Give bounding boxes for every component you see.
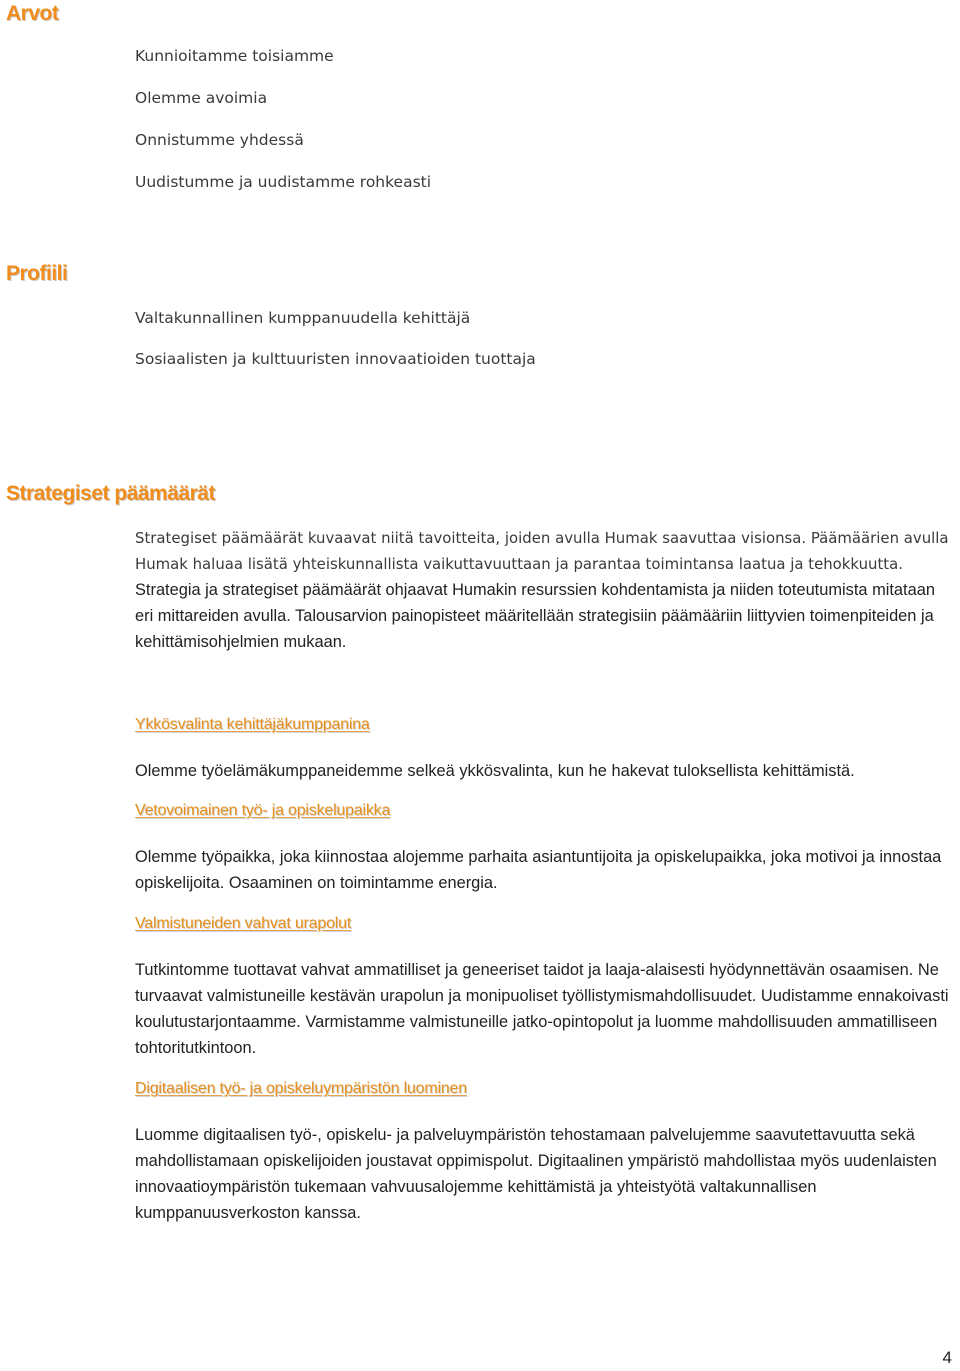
section-heading-vetovoimainen: Vetovoimainen työ- ja opiskelupaikka xyxy=(135,802,391,819)
strategy-intro-text-2: Strategia ja strategiset päämäärät ohjaavat Humakin resurssien kohdentamista ja niiden toteutumista mitataan eri mittareiden avulla. xyxy=(135,581,935,625)
list-item: Onnistumme yhdessä xyxy=(135,131,304,149)
section-heading-ykkosvalinta: Ykkösvalinta kehittäjäkumppanina xyxy=(135,716,370,733)
heading-strategiset-paamaarat: Strategiset päämäärät xyxy=(6,482,215,505)
section-heading-urapolut: Valmistuneiden vahvat urapolut xyxy=(135,915,352,932)
list-item: Uudistumme ja uudistamme rohkeasti xyxy=(135,173,432,191)
section-text-digitaalinen: Luomme digitaalisen työ-, opiskelu- ja palveluympäristön tehostamaan palvelujemme saavutettavuutta sekä mahdollistamaan opiskelijoiden joustavat oppimispolut. Digitaalinen ympäristö mahdollistaa myös uudenlaisten innovaatioympäristön tukemaan vahvuusalojemme kehittämistä ja yhteistyötä valtakunnallisen kumppanuusverkoston kanssa. xyxy=(135,1126,937,1222)
section-heading-digitaalinen: Digitaalisen työ- ja opiskeluympäristön luominen xyxy=(135,1080,467,1097)
section-text-vetovoimainen: Olemme työpaikka, joka kiinnostaa alojemme parhaita asiantuntijoita ja opiskelupaikka, joka motivoi ja innostaa opiskelijoita. Osaaminen on toimintamme energia. xyxy=(135,848,942,892)
list-item: Valtakunnallinen kumppanuudella kehittäjä xyxy=(135,309,471,327)
list-item: Sosiaalisten ja kulttuuristen innovaatioiden tuottaja xyxy=(135,350,536,368)
strategy-intro-text-3: Talousarvion painopisteet määritellään strategisiin päämääriin liittyvien toimenpiteiden ja kehittämisohjelmien mukaan. xyxy=(135,607,934,651)
heading-arvot: Arvot xyxy=(6,2,59,25)
list-item: Olemme avoimia xyxy=(135,89,268,107)
strategy-intro-text-1: Strategiset päämäärät kuvaavat niitä tavoitteita, joiden avulla Humak saavuttaa visionsa. Päämäärien avulla Humak haluaa lisätä yhteiskunnallista vaikuttavuuttaan ja parantaa toimintansa laatua ja tehokkuutta. xyxy=(135,529,949,573)
list-item: Kunnioitamme toisiamme xyxy=(135,47,334,65)
heading-profiili: Profiili xyxy=(6,262,68,285)
strategy-intro-paragraph xyxy=(135,525,955,655)
page-number: 4 xyxy=(942,1348,952,1367)
section-text-ykkosvalinta: Olemme työelämäkumppaneidemme selkeä ykkösvalinta, kun he hakevat tuloksellista kehittämistä. xyxy=(135,762,855,780)
section-text-urapolut: Tutkintomme tuottavat vahvat ammatilliset ja geneeriset taidot ja laaja-alaisesti hyödynnettävän osaamisen. Ne turvaavat valmistuneille kestävän urapolun ja monipuoliset työllistymismahdollisuudet. Uudistamme ennakoivasti koulutustarjontaamme. Varmistamme valmistuneille jatko-opintopolut ja luomme mahdollisuuden ammatilliseen tohtoritutkintoon. xyxy=(135,961,949,1057)
